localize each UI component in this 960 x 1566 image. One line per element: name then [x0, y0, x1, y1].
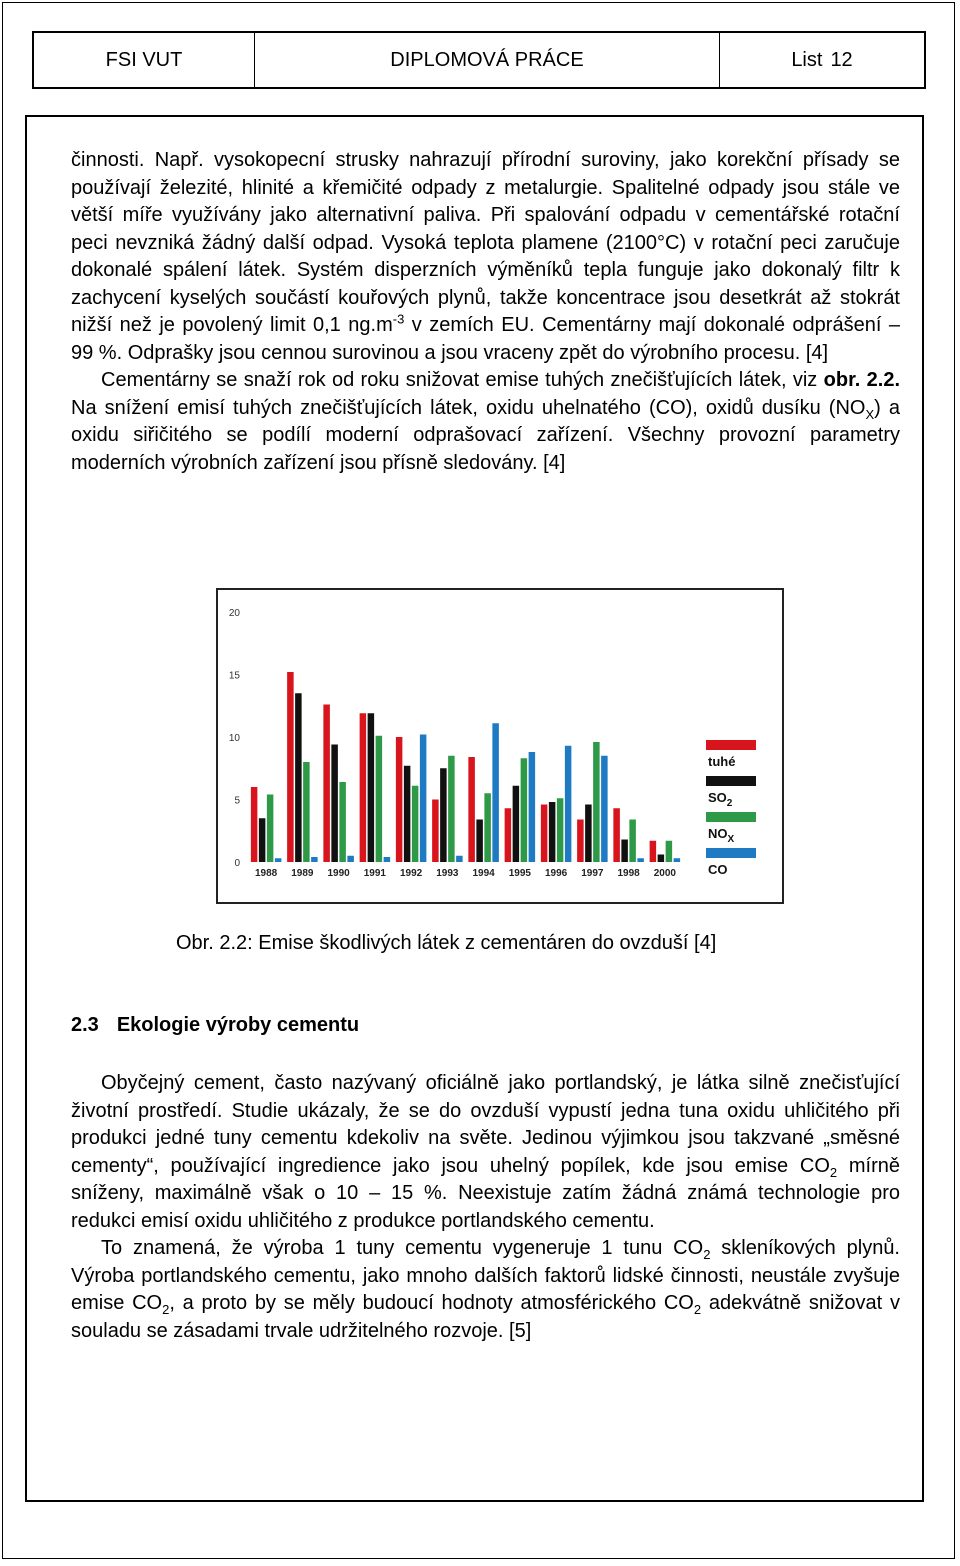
subscript-2: 2: [693, 1302, 702, 1317]
x-tick-label: 1997: [581, 868, 604, 879]
y-tick-label: 0: [234, 858, 240, 869]
bar-co: [384, 857, 391, 862]
paragraph-3-text-end: mírně sníženy, maximálně však o 10 – 15 %. Neexistuje zatím žádná známá technologie pro redukci emisí oxidu uhličitého z produkce portlandského cementu.: [71, 1154, 901, 1232]
bar-co: [347, 856, 354, 862]
bar-nox: [376, 736, 383, 862]
legend-swatch: [706, 812, 756, 822]
bar-tuhe: [650, 841, 657, 862]
bar-co: [456, 856, 463, 862]
x-tick-label: 1991: [363, 868, 386, 879]
bar-nox: [267, 795, 274, 863]
paragraph-3: [71, 1070, 900, 1235]
x-tick-label: 2000: [653, 868, 676, 879]
body-text-bottom: [71, 1070, 900, 1345]
x-tick-label: 1994: [472, 868, 495, 879]
x-tick-label: 1988: [255, 868, 278, 879]
bar-co: [637, 858, 644, 862]
header-list-label: List: [791, 48, 823, 71]
paragraph-2: [71, 367, 900, 477]
section-title: Ekologie výroby cementu: [116, 1014, 360, 1036]
bar-tuhe: [577, 820, 584, 863]
bar-tuhe: [541, 805, 548, 863]
legend-swatch: [706, 776, 756, 786]
bar-nox: [666, 841, 673, 862]
x-tick-label: 1992: [400, 868, 423, 879]
section-number: 2.3: [71, 1014, 99, 1036]
y-tick-label: 10: [228, 733, 240, 744]
header-title: [255, 33, 720, 87]
header-org-text: FSI VUT: [105, 48, 183, 71]
unit-exponent: -3: [392, 311, 405, 327]
header-title-text: DIPLOMOVÁ PRÁCE: [390, 48, 584, 71]
bar-co: [565, 746, 572, 862]
bar-so2: [404, 766, 411, 862]
bar-tuhe: [323, 705, 330, 863]
bar-tuhe: [396, 737, 403, 862]
x-tick-label: 1998: [617, 868, 640, 879]
bar-so2: [368, 713, 375, 862]
figure-reference: obr. 2.2.: [823, 369, 900, 391]
subscript-2: 2: [703, 1247, 711, 1262]
bar-nox: [339, 782, 346, 862]
bar-co: [420, 735, 427, 863]
bar-nox: [448, 756, 455, 862]
bar-co: [601, 756, 608, 862]
body-text-top: [71, 147, 900, 477]
bar-co: [492, 723, 499, 862]
subscript-2: 2: [829, 1164, 838, 1180]
y-tick-label: 5: [234, 795, 240, 807]
bar-so2: [621, 840, 628, 863]
bar-nox: [412, 786, 419, 862]
bar-so2: [440, 768, 447, 862]
bar-tuhe: [360, 713, 367, 862]
bar-co: [311, 857, 318, 862]
bar-co: [529, 752, 536, 862]
paragraph-1-text-end: v zemích EU. Cementárny mají dokonalé odprášení – 99 %. Odprašky jsou cennou surovinou a jsou vraceny zpět do výrobního procesu. [4]: [71, 314, 901, 364]
legend-label: tuhé: [708, 754, 736, 769]
x-tick-label: 1989: [291, 868, 314, 879]
bar-tuhe: [613, 808, 620, 862]
bar-co: [674, 858, 681, 862]
paragraph-4-text-end: adekvátně snižovat v souladu se zásadami trvale udržitelného rozvoje. [5]: [71, 1292, 900, 1342]
bar-co: [275, 858, 282, 862]
subscript-2: 2: [162, 1302, 170, 1317]
paragraph-4-text: To znamená, že výroba 1 tuny cementu vygeneruje 1 tunu CO: [101, 1237, 704, 1259]
legend-label-subscript: X: [727, 834, 735, 845]
bar-so2: [549, 802, 556, 862]
header-org: [34, 33, 255, 87]
emissions-chart-svg: [218, 590, 782, 902]
paragraph-4: [71, 1235, 900, 1345]
section-heading: [71, 1014, 359, 1037]
x-tick-label: 1995: [508, 868, 531, 879]
bar-nox: [521, 758, 528, 862]
subscript-x: X: [865, 406, 875, 422]
bar-tuhe: [505, 808, 512, 862]
bar-tuhe: [468, 757, 475, 862]
legend-swatch: [706, 740, 756, 750]
paragraph-2-text-mid: Na snížení emisí tuhých znečišťujících látek, oxidu uhelnatého (CO), oxidů dusíku (NO: [71, 396, 866, 419]
bar-nox: [303, 762, 310, 862]
bar-tuhe: [432, 800, 439, 863]
bar-nox: [629, 820, 636, 863]
x-tick-label: 1993: [436, 868, 459, 879]
paragraph-2-text-end: ) a oxidu siřičitého se podílí moderní odprašovací zařízení. Všechny provozní parametry moderních výrobních zařízení jsou přísně sledovány. [4]: [71, 396, 900, 474]
page-header: [32, 31, 926, 89]
paragraph-1-text: činnosti. Např. vysokopecní strusky nahrazují přírodní suroviny, jako korekční přísady se používají železité, hlinité a křemičité odpady z metalurgie. Spalitelné odpady jsou stále ve větší míře využívány jako alternativní paliva. Při spalování odpadu v cementářské rotační peci nevzniká žádný další odpad. Vysoká teplota plamene (2100°C) v rotační peci zaručuje dokonalé spálení látek. Systém disperzních výměníků tepla funguje jako dokonalý filtr k zachycení kyselých součástí kouřových plynů, takže koncentrace jsou desetkrát až stokrát nižší než je povolený limit 0,1 ng.m: [71, 149, 900, 336]
bar-so2: [259, 818, 266, 862]
legend-label-subscript: 2: [726, 798, 733, 809]
paragraph-2-text: Cementárny se snaží rok od roku snižovat emise tuhých znečišťujících látek, viz: [101, 369, 824, 391]
header-page-number: [720, 33, 924, 87]
figure-caption: Obr. 2.2: Emise škodlivých látek z cementáren do ovzduší [4]: [176, 932, 717, 954]
legend-label: CO: [708, 862, 728, 877]
paragraph-4-text-c: , a proto by se měly budoucí hodnoty atmosférického CO: [169, 1292, 694, 1314]
paragraph-1: [71, 147, 900, 367]
bar-tuhe: [251, 787, 258, 862]
x-tick-label: 1996: [545, 868, 568, 879]
header-list-number: 12: [830, 48, 853, 71]
bar-nox: [593, 742, 600, 862]
bar-nox: [557, 798, 564, 862]
bar-so2: [295, 693, 302, 862]
legend-label: $SO_2$: [708, 790, 733, 809]
emissions-chart: [216, 588, 784, 904]
bar-so2: [476, 820, 483, 863]
x-tick-label: 1990: [327, 868, 350, 879]
bar-so2: [658, 855, 665, 863]
legend-swatch: [706, 848, 756, 858]
bar-nox: [484, 793, 491, 862]
bar-so2: [585, 805, 592, 863]
bar-so2: [331, 745, 338, 863]
paragraph-3-text: Obyčejný cement, často nazývaný oficiálně jako portlandský, je látka silně znečisťující životní prostředí. Studie ukázaly, že se do ovzduší vypustí jedna tuna oxidu uhličitého při produkci jedné tuny cementu kdekoliv na světe. Jedinou výjimkou jsou takzvané „směsné cementy“, používající ingredience jako jsou uhelný popílek, kde jsou emise CO: [71, 1072, 900, 1177]
y-tick-label: 20: [228, 608, 240, 619]
bar-so2: [513, 786, 520, 862]
bar-tuhe: [287, 672, 294, 862]
paragraph-4-text-b: skleníkových plynů. Výroba portlandského cementu, jako mnoho dalších faktorů lidské činnosti, neustále zvyšuje emise CO: [71, 1237, 900, 1314]
y-tick-label: 15: [228, 670, 240, 682]
legend-label: $NO_X$: [708, 826, 735, 845]
